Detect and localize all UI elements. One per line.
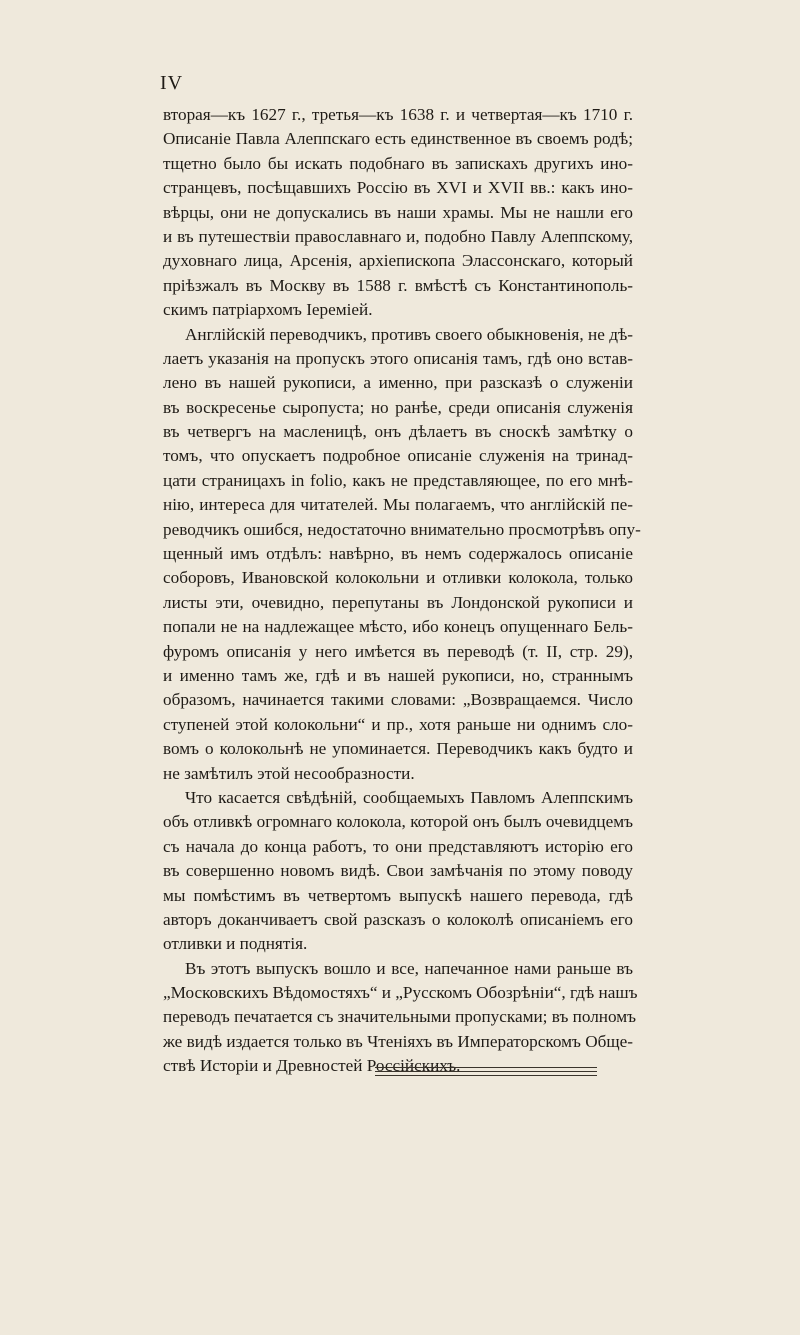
text-line: реводчикъ ошибся, недостаточно внимательно просмотрѣвъ опу- xyxy=(163,519,641,539)
text-line: цати страницахъ in folio, какъ не представляющее, по его мнѣ- xyxy=(163,470,633,490)
text-line: странцевъ, посѣщавшихъ Россію въ XVI и XVII вв.: какъ ино- xyxy=(163,178,633,198)
text-line: Описаніе Павла Алеппскаго есть единственное въ своемъ родѣ; xyxy=(163,129,633,149)
text-line: мы помѣстимъ въ четвертомъ выпускѣ нашего перевода, гдѣ xyxy=(163,885,633,905)
text-line: нію, интереса для читателей. Мы полагаемъ, что англійскій пе- xyxy=(163,495,633,515)
text-line: Англійскій переводчикъ, противъ своего обыкновенія, не дѣ- xyxy=(185,324,633,344)
text-line: пріѣзжалъ въ Москву въ 1588 г. вмѣстѣ съ Константинополь- xyxy=(163,275,633,295)
text-line: попали не на надлежащее мѣсто, ибо конецъ опущеннаго Бель- xyxy=(163,617,633,637)
text-line: вѣрцы, они не допускались въ наши храмы. Мы не нашли его xyxy=(163,202,633,222)
paragraph xyxy=(163,957,638,1079)
text-line: въ четвергъ на масленицѣ, онъ дѣлаетъ въ сноскѣ замѣтку о xyxy=(163,422,633,442)
text-line: лаетъ указанія на пропускъ этого описанія тамъ, гдѣ оно встав- xyxy=(163,348,633,368)
text-line: отливки и поднятія. xyxy=(163,934,308,954)
text-line: авторъ доканчиваетъ свой разсказъ о колоколѣ описаніемъ его xyxy=(163,909,633,929)
text-line: не замѣтилъ этой несообразности. xyxy=(163,763,415,783)
text-line: вторая—къ 1627 г., третья—къ 1638 г. и четвертая—къ 1710 г. xyxy=(163,105,633,124)
text-line: съ начала до конца работъ, то они представляютъ исторію его xyxy=(163,836,633,856)
text-line: ствѣ Исторіи и Древностей Россійскихъ. xyxy=(163,1056,461,1076)
text-line: вомъ о колокольнѣ не упоминается. Переводчикъ какъ будто и xyxy=(163,739,633,759)
text-line: соборовъ, Ивановской колокольни и отливки колокола, только xyxy=(163,568,633,588)
paragraph xyxy=(163,323,641,786)
text-line: въ совершенно новомъ видѣ. Свои замѣчанія по этому поводу xyxy=(163,861,633,881)
text-line: фуромъ описанія у него имѣется въ переводѣ (т. II, стр. 29), xyxy=(163,641,633,661)
text-line: объ отливкѣ огромнаго колокола, которой онъ былъ очевидцемъ xyxy=(163,812,633,832)
text-line: духовнаго лица, Арсенія, архіепископа Элассонскаго, который xyxy=(163,251,633,271)
end-rule xyxy=(375,1067,597,1079)
divider-line xyxy=(375,1071,597,1072)
divider-line xyxy=(375,1075,597,1076)
text-line: и въ путешествіи православнаго и, подобно Павлу Алеппскому, xyxy=(163,226,633,246)
text-line: „Московскихъ Вѣдомостяхъ“ и „Русскомъ Обозрѣніи“, гдѣ нашъ xyxy=(163,983,638,1003)
text-line: образомъ, начинается такими словами: „Возвращаемся. Число xyxy=(163,690,633,710)
paragraph xyxy=(163,103,633,323)
text-line: переводъ печатается съ значительными пропусками; въ полномъ xyxy=(163,1007,636,1027)
text-line: щенный имъ отдѣлъ: навѣрно, въ немъ содержалось описаніе xyxy=(163,544,633,564)
text-line: Въ этотъ выпускъ вошло и все, напечанное нами раньше въ xyxy=(185,958,633,978)
divider-line xyxy=(375,1067,597,1068)
text-line: Что касается свѣдѣній, сообщаемыхъ Павломъ Алеппскимъ xyxy=(185,787,633,807)
text-line: и именно тамъ же, гдѣ и въ нашей рукописи, но, страннымъ xyxy=(163,665,633,685)
text-line: же видѣ издается только въ Чтеніяхъ въ Императорскомъ Обще- xyxy=(163,1031,633,1051)
text-line: ступеней этой колокольни“ и пр., хотя раньше ни однимъ сло- xyxy=(163,714,633,734)
text-line: тщетно было бы искать подобнаго въ запискахъ другихъ ино- xyxy=(163,153,633,173)
text-line: томъ, что опускаетъ подробное описаніе служенія на тринад- xyxy=(163,446,633,466)
paragraph xyxy=(163,786,633,957)
text-line: листы эти, очевидно, перепутаны въ Лондонской рукописи и xyxy=(163,592,633,612)
text-line: скимъ патріархомъ Іереміей. xyxy=(163,300,373,320)
text-line: въ воскресенье сыропуста; но ранѣе, среди описанія служенія xyxy=(163,397,633,417)
page-number: IV xyxy=(160,72,184,94)
body-text xyxy=(163,103,641,1079)
text-line: лено въ нашей рукописи, а именно, при разсказѣ о служеніи xyxy=(163,373,633,393)
